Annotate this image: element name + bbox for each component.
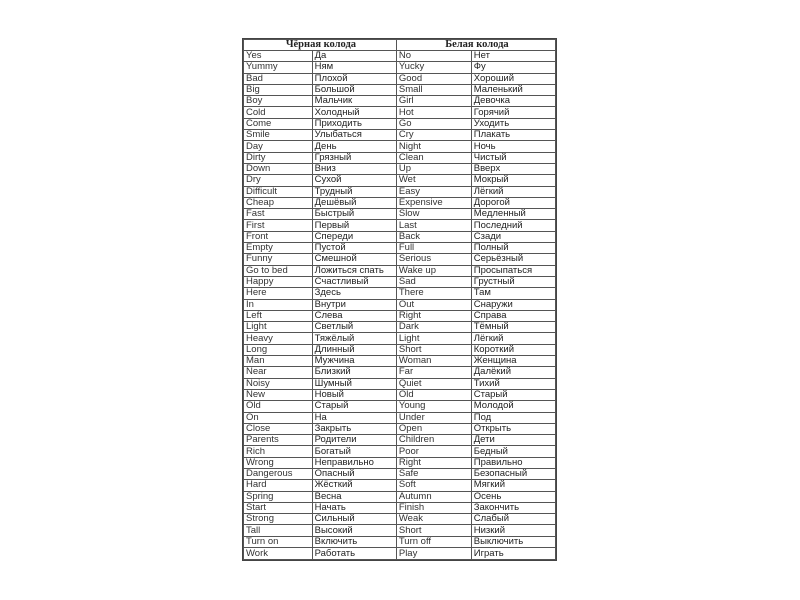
white-english-cell: Light bbox=[396, 333, 471, 344]
white-english-cell: Hot bbox=[396, 107, 471, 118]
black-russian-cell: Мужчина bbox=[312, 356, 396, 367]
table-row bbox=[244, 389, 556, 400]
table-row bbox=[244, 288, 556, 299]
table-row bbox=[244, 548, 556, 560]
table-row bbox=[244, 152, 556, 163]
white-russian-cell: Мягкий bbox=[471, 480, 555, 491]
white-russian-cell: Последний bbox=[471, 220, 555, 231]
table-row bbox=[244, 96, 556, 107]
table-row bbox=[244, 243, 556, 254]
black-english-cell: Dirty bbox=[244, 152, 313, 163]
black-russian-cell: Мальчик bbox=[312, 96, 396, 107]
black-english-cell: In bbox=[244, 299, 313, 310]
white-russian-cell: Лёгкий bbox=[471, 186, 555, 197]
black-russian-cell: Вниз bbox=[312, 163, 396, 174]
white-russian-cell: Чистый bbox=[471, 152, 555, 163]
black-russian-cell: Внутри bbox=[312, 299, 396, 310]
black-english-cell: Tall bbox=[244, 525, 313, 536]
table-row bbox=[244, 175, 556, 186]
white-english-cell: Turn off bbox=[396, 536, 471, 547]
black-english-cell: Near bbox=[244, 367, 313, 378]
black-english-cell: Spring bbox=[244, 491, 313, 502]
white-russian-cell: Полный bbox=[471, 243, 555, 254]
white-english-cell: Safe bbox=[396, 468, 471, 479]
black-russian-cell: Первый bbox=[312, 220, 396, 231]
word-pairs-document bbox=[242, 38, 557, 561]
white-russian-cell: Выключить bbox=[471, 536, 555, 547]
black-russian-cell: Опасный bbox=[312, 468, 396, 479]
white-english-cell: Cry bbox=[396, 130, 471, 141]
white-english-cell: Yucky bbox=[396, 62, 471, 73]
white-english-cell: Woman bbox=[396, 356, 471, 367]
table-row bbox=[244, 84, 556, 95]
white-russian-cell: Закончить bbox=[471, 502, 555, 513]
table-row bbox=[244, 276, 556, 287]
black-english-cell: On bbox=[244, 412, 313, 423]
black-russian-cell: Новый bbox=[312, 389, 396, 400]
black-russian-cell: Дешёвый bbox=[312, 197, 396, 208]
black-english-cell: Hard bbox=[244, 480, 313, 491]
table-row bbox=[244, 51, 556, 62]
table-row bbox=[244, 197, 556, 208]
white-russian-cell: Мокрый bbox=[471, 175, 555, 186]
black-russian-cell: Старый bbox=[312, 401, 396, 412]
white-russian-cell: Фу bbox=[471, 62, 555, 73]
white-english-cell: Old bbox=[396, 389, 471, 400]
black-russian-cell: День bbox=[312, 141, 396, 152]
black-russian-cell: Закрыть bbox=[312, 423, 396, 434]
white-english-cell: Finish bbox=[396, 502, 471, 513]
black-english-cell: Come bbox=[244, 118, 313, 129]
white-english-cell: Short bbox=[396, 525, 471, 536]
black-english-cell: Noisy bbox=[244, 378, 313, 389]
white-english-cell: Poor bbox=[396, 446, 471, 457]
white-english-cell: Last bbox=[396, 220, 471, 231]
black-english-cell: Turn on bbox=[244, 536, 313, 547]
white-english-cell: Children bbox=[396, 435, 471, 446]
black-russian-cell: Тяжёлый bbox=[312, 333, 396, 344]
black-english-cell: Heavy bbox=[244, 333, 313, 344]
white-english-cell: Small bbox=[396, 84, 471, 95]
black-english-cell: Empty bbox=[244, 243, 313, 254]
white-english-cell: Short bbox=[396, 344, 471, 355]
white-russian-cell: Женщина bbox=[471, 356, 555, 367]
black-russian-cell: На bbox=[312, 412, 396, 423]
white-russian-cell: Далёкий bbox=[471, 367, 555, 378]
black-english-cell: Wrong bbox=[244, 457, 313, 468]
table-row bbox=[244, 265, 556, 276]
black-english-cell: Long bbox=[244, 344, 313, 355]
black-english-cell: Old bbox=[244, 401, 313, 412]
white-russian-cell: Тёмный bbox=[471, 322, 555, 333]
white-english-cell: Weak bbox=[396, 514, 471, 525]
white-english-cell: Play bbox=[396, 548, 471, 560]
white-english-cell: Dark bbox=[396, 322, 471, 333]
table-header-row bbox=[244, 40, 556, 51]
black-russian-cell: Светлый bbox=[312, 322, 396, 333]
white-english-cell: Open bbox=[396, 423, 471, 434]
black-russian-cell: Ложиться спать bbox=[312, 265, 396, 276]
black-english-cell: Big bbox=[244, 84, 313, 95]
table-row bbox=[244, 356, 556, 367]
white-russian-cell: Вверх bbox=[471, 163, 555, 174]
table-row bbox=[244, 310, 556, 321]
black-russian-cell: Неправильно bbox=[312, 457, 396, 468]
white-english-cell: Right bbox=[396, 310, 471, 321]
table-row bbox=[244, 333, 556, 344]
black-english-cell: Cheap bbox=[244, 197, 313, 208]
white-russian-cell: Серьёзный bbox=[471, 254, 555, 265]
white-russian-cell: Молодой bbox=[471, 401, 555, 412]
table-row bbox=[244, 525, 556, 536]
table-row bbox=[244, 209, 556, 220]
black-english-cell: Yes bbox=[244, 51, 313, 62]
black-english-cell: Yummy bbox=[244, 62, 313, 73]
white-english-cell: There bbox=[396, 288, 471, 299]
table-row bbox=[244, 423, 556, 434]
table-row bbox=[244, 367, 556, 378]
white-russian-cell: Хороший bbox=[471, 73, 555, 84]
black-russian-cell: Трудный bbox=[312, 186, 396, 197]
table-row bbox=[244, 344, 556, 355]
white-english-cell: Under bbox=[396, 412, 471, 423]
black-russian-cell: Богатый bbox=[312, 446, 396, 457]
black-russian-cell: Грязный bbox=[312, 152, 396, 163]
black-deck-header: Чёрная колода bbox=[244, 40, 397, 51]
white-english-cell: Good bbox=[396, 73, 471, 84]
black-russian-cell: Плохой bbox=[312, 73, 396, 84]
white-russian-cell: Горячий bbox=[471, 107, 555, 118]
white-russian-cell: Сзади bbox=[471, 231, 555, 242]
white-english-cell: Easy bbox=[396, 186, 471, 197]
black-russian-cell: Спереди bbox=[312, 231, 396, 242]
white-english-cell: Serious bbox=[396, 254, 471, 265]
black-english-cell: Strong bbox=[244, 514, 313, 525]
white-english-cell: Quiet bbox=[396, 378, 471, 389]
black-russian-cell: Высокий bbox=[312, 525, 396, 536]
black-russian-cell: Включить bbox=[312, 536, 396, 547]
table-row bbox=[244, 480, 556, 491]
black-english-cell: Work bbox=[244, 548, 313, 560]
black-english-cell: Funny bbox=[244, 254, 313, 265]
black-english-cell: Start bbox=[244, 502, 313, 513]
white-english-cell: Soft bbox=[396, 480, 471, 491]
table-row bbox=[244, 299, 556, 310]
white-russian-cell: Тихий bbox=[471, 378, 555, 389]
black-russian-cell: Приходить bbox=[312, 118, 396, 129]
black-russian-cell: Здесь bbox=[312, 288, 396, 299]
black-english-cell: Front bbox=[244, 231, 313, 242]
white-english-cell: Slow bbox=[396, 209, 471, 220]
black-english-cell: Down bbox=[244, 163, 313, 174]
white-russian-cell: Бедный bbox=[471, 446, 555, 457]
table-row bbox=[244, 107, 556, 118]
white-russian-cell: Снаружи bbox=[471, 299, 555, 310]
white-deck-header: Белая колода bbox=[396, 40, 555, 51]
black-english-cell: Left bbox=[244, 310, 313, 321]
white-english-cell: Girl bbox=[396, 96, 471, 107]
black-english-cell: Difficult bbox=[244, 186, 313, 197]
table-row bbox=[244, 141, 556, 152]
table-row bbox=[244, 163, 556, 174]
black-english-cell: Cold bbox=[244, 107, 313, 118]
table-row bbox=[244, 254, 556, 265]
black-english-cell: Man bbox=[244, 356, 313, 367]
white-english-cell: Sad bbox=[396, 276, 471, 287]
white-english-cell: Night bbox=[396, 141, 471, 152]
white-russian-cell: Справа bbox=[471, 310, 555, 321]
black-russian-cell: Сильный bbox=[312, 514, 396, 525]
white-russian-cell: Маленький bbox=[471, 84, 555, 95]
table-row bbox=[244, 468, 556, 479]
black-russian-cell: Улыбаться bbox=[312, 130, 396, 141]
table-row bbox=[244, 401, 556, 412]
table-row bbox=[244, 491, 556, 502]
table-row bbox=[244, 118, 556, 129]
black-russian-cell: Близкий bbox=[312, 367, 396, 378]
black-english-cell: New bbox=[244, 389, 313, 400]
white-russian-cell: Ночь bbox=[471, 141, 555, 152]
white-russian-cell: Дорогой bbox=[471, 197, 555, 208]
table-row bbox=[244, 73, 556, 84]
black-english-cell: Smile bbox=[244, 130, 313, 141]
white-english-cell: No bbox=[396, 51, 471, 62]
white-english-cell: Wake up bbox=[396, 265, 471, 276]
table-row bbox=[244, 412, 556, 423]
black-english-cell: Close bbox=[244, 423, 313, 434]
black-russian-cell: Да bbox=[312, 51, 396, 62]
black-russian-cell: Начать bbox=[312, 502, 396, 513]
white-russian-cell: Лёгкий bbox=[471, 333, 555, 344]
black-english-cell: Rich bbox=[244, 446, 313, 457]
white-russian-cell: Открыть bbox=[471, 423, 555, 434]
white-russian-cell: Уходить bbox=[471, 118, 555, 129]
black-english-cell: Parents bbox=[244, 435, 313, 446]
black-english-cell: First bbox=[244, 220, 313, 231]
table-body bbox=[244, 51, 556, 560]
white-russian-cell: Там bbox=[471, 288, 555, 299]
black-english-cell: Dry bbox=[244, 175, 313, 186]
white-russian-cell: Осень bbox=[471, 491, 555, 502]
black-russian-cell: Большой bbox=[312, 84, 396, 95]
white-russian-cell: Плакать bbox=[471, 130, 555, 141]
black-russian-cell: Родители bbox=[312, 435, 396, 446]
black-russian-cell: Счастливый bbox=[312, 276, 396, 287]
white-russian-cell: Под bbox=[471, 412, 555, 423]
white-russian-cell: Девочка bbox=[471, 96, 555, 107]
white-english-cell: Wet bbox=[396, 175, 471, 186]
black-russian-cell: Слева bbox=[312, 310, 396, 321]
white-russian-cell: Слабый bbox=[471, 514, 555, 525]
black-russian-cell: Холодный bbox=[312, 107, 396, 118]
white-english-cell: Up bbox=[396, 163, 471, 174]
black-english-cell: Light bbox=[244, 322, 313, 333]
black-russian-cell: Смешной bbox=[312, 254, 396, 265]
white-russian-cell: Безопасный bbox=[471, 468, 555, 479]
black-english-cell: Bad bbox=[244, 73, 313, 84]
black-english-cell: Boy bbox=[244, 96, 313, 107]
white-russian-cell: Низкий bbox=[471, 525, 555, 536]
table-row bbox=[244, 231, 556, 242]
table-row bbox=[244, 435, 556, 446]
black-english-cell: Here bbox=[244, 288, 313, 299]
black-russian-cell: Длинный bbox=[312, 344, 396, 355]
white-russian-cell: Короткий bbox=[471, 344, 555, 355]
white-english-cell: Autumn bbox=[396, 491, 471, 502]
white-english-cell: Far bbox=[396, 367, 471, 378]
table-row bbox=[244, 446, 556, 457]
white-english-cell: Out bbox=[396, 299, 471, 310]
table-row bbox=[244, 186, 556, 197]
white-english-cell: Full bbox=[396, 243, 471, 254]
black-russian-cell: Шумный bbox=[312, 378, 396, 389]
table-row bbox=[244, 130, 556, 141]
white-russian-cell: Просыпаться bbox=[471, 265, 555, 276]
black-russian-cell: Быстрый bbox=[312, 209, 396, 220]
white-russian-cell: Грустный bbox=[471, 276, 555, 287]
white-russian-cell: Дети bbox=[471, 435, 555, 446]
black-russian-cell: Весна bbox=[312, 491, 396, 502]
black-english-cell: Day bbox=[244, 141, 313, 152]
black-russian-cell: Сухой bbox=[312, 175, 396, 186]
white-english-cell: Back bbox=[396, 231, 471, 242]
black-russian-cell: Пустой bbox=[312, 243, 396, 254]
black-russian-cell: Жёсткий bbox=[312, 480, 396, 491]
table-row bbox=[244, 378, 556, 389]
white-english-cell: Clean bbox=[396, 152, 471, 163]
white-russian-cell: Медленный bbox=[471, 209, 555, 220]
table-row bbox=[244, 457, 556, 468]
black-russian-cell: Работать bbox=[312, 548, 396, 560]
white-english-cell: Young bbox=[396, 401, 471, 412]
table-row bbox=[244, 514, 556, 525]
black-english-cell: Go to bed bbox=[244, 265, 313, 276]
white-english-cell: Expensive bbox=[396, 197, 471, 208]
table-row bbox=[244, 62, 556, 73]
white-russian-cell: Правильно bbox=[471, 457, 555, 468]
black-english-cell: Dangerous bbox=[244, 468, 313, 479]
word-pairs-table bbox=[243, 39, 556, 560]
black-russian-cell: Ням bbox=[312, 62, 396, 73]
table-row bbox=[244, 502, 556, 513]
black-english-cell: Fast bbox=[244, 209, 313, 220]
white-english-cell: Go bbox=[396, 118, 471, 129]
table-row bbox=[244, 322, 556, 333]
black-english-cell: Happy bbox=[244, 276, 313, 287]
white-russian-cell: Нет bbox=[471, 51, 555, 62]
white-russian-cell: Играть bbox=[471, 548, 555, 560]
table-row bbox=[244, 536, 556, 547]
white-russian-cell: Старый bbox=[471, 389, 555, 400]
white-english-cell: Right bbox=[396, 457, 471, 468]
table-row bbox=[244, 220, 556, 231]
